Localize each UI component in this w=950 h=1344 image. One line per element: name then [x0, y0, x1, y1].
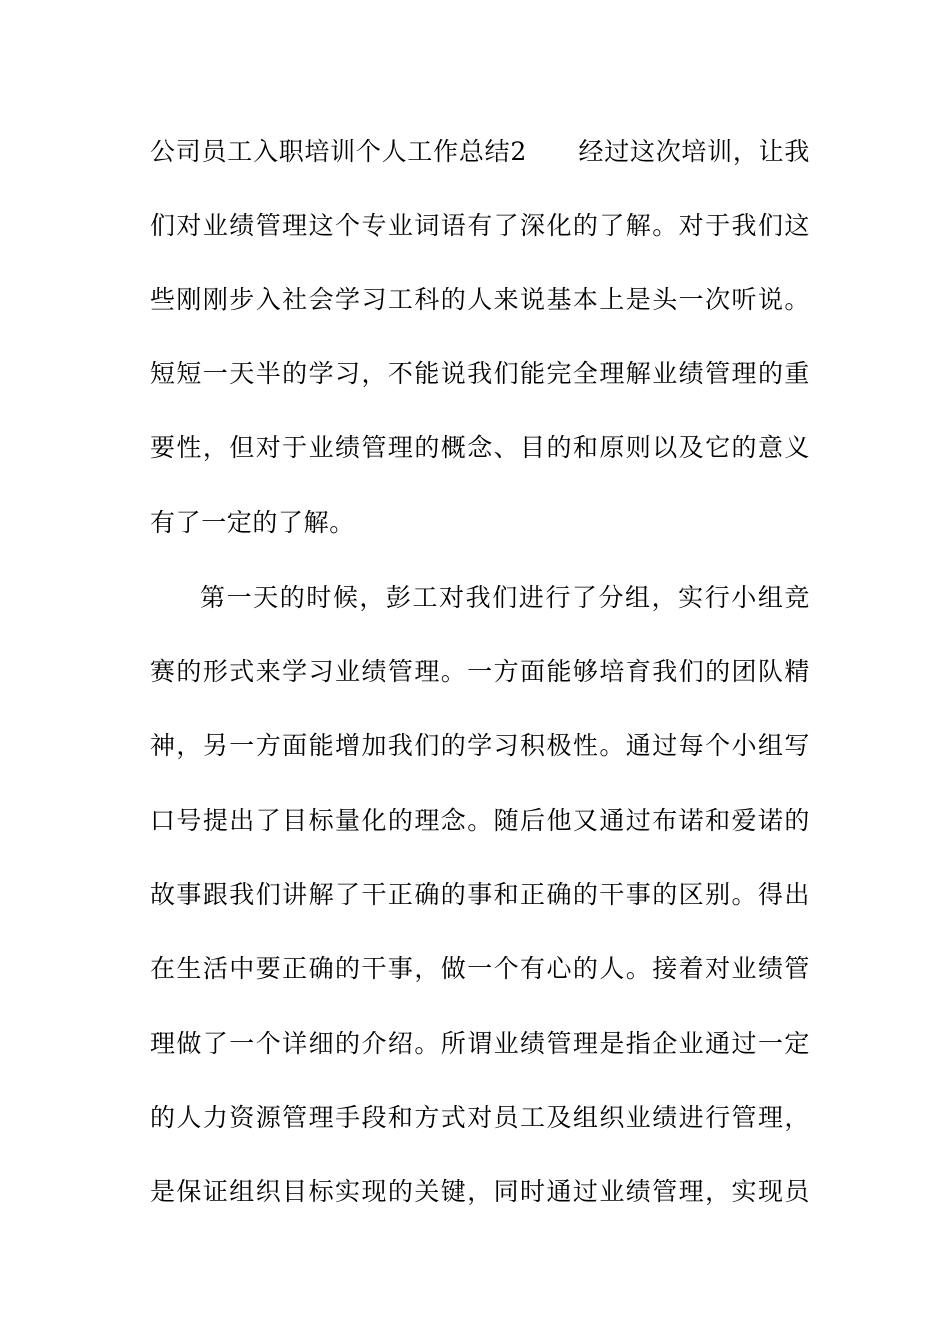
text-line-4: 短短一天半的学习，不能说我们能完全理解业绩管理的重 — [150, 359, 810, 388]
text-line-3: 些刚刚步入社会学习工科的人来说基本上是头一次听说。 — [150, 285, 810, 314]
text-line-2: 们对业绩管理这个专业词语有了深化的了解。对于我们这 — [150, 211, 810, 240]
text-line-5: 要性，但对于业绩管理的概念、目的和原则以及它的意义 — [150, 433, 810, 462]
text-line-10: 口号提出了目标量化的理念。随后他又通过布诺和爱诺的 — [150, 806, 810, 835]
text-line-11: 故事跟我们讲解了干正确的事和正确的干事的区别。得出 — [150, 880, 810, 909]
text-line-1: 公司员工入职培训个人工作总结2 经过这次培训，让我 — [150, 137, 810, 166]
text-line-14: 的人力资源管理手段和方式对员工及组织业绩进行管理， — [150, 1103, 810, 1132]
text-line-15: 是保证组织目标实现的关键，同时通过业绩管理，实现员 — [150, 1177, 810, 1206]
text-line-12: 在生活中要正确的干事，做一个有心的人。接着对业绩管 — [150, 954, 810, 983]
text-line-13: 理做了一个详细的介绍。所谓业绩管理是指企业通过一定 — [150, 1029, 810, 1058]
text-line-9: 神，另一方面能增加我们的学习积极性。通过每个小组写 — [150, 731, 810, 760]
text-line-7: 第一天的时候，彭工对我们进行了分组，实行小组竞 — [200, 583, 810, 612]
text-line-8: 赛的形式来学习业绩管理。一方面能够培育我们的团队精 — [150, 657, 810, 686]
text-line-6: 有了一定的了解。 — [150, 508, 355, 537]
